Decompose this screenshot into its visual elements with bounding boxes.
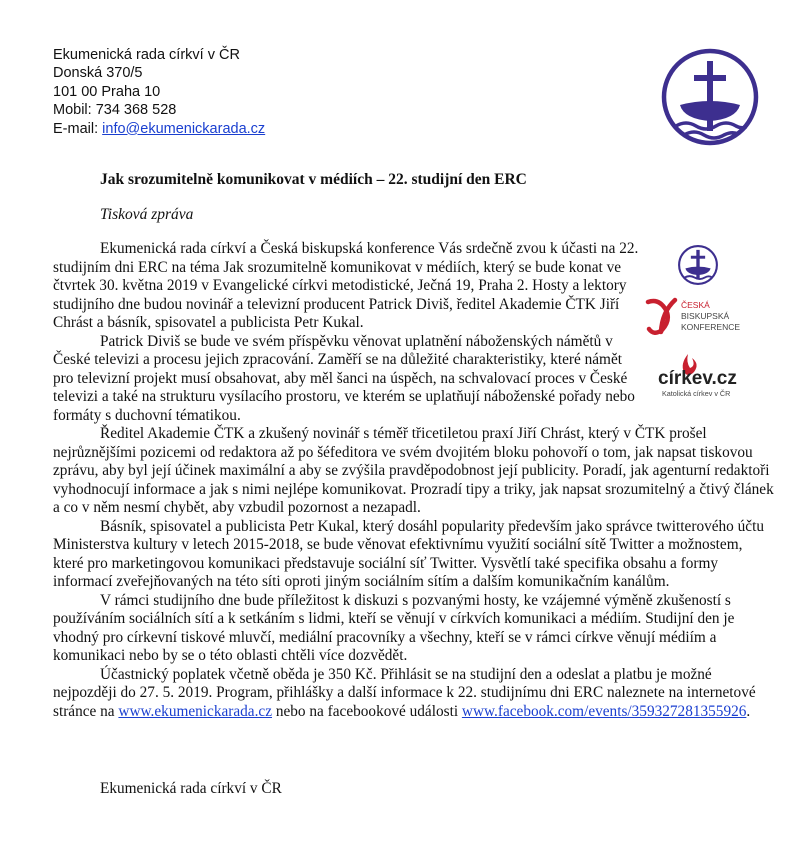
paragraph-1: Ekumenická rada církví a Česká biskupská konference Vás srdečně zvou k účasti na 22. studijním dni ERC na téma Jak srozumitelně komunikovat v médiích, který se bude konat ve čtvrtek 30. května 2019 v Evangelické církvi metodistické, Ječná 19, Praha 2. Hosty a lektory studijního dne budou novinář a televizní producent Patrick Diviš, ředitel Akademie ČTK Jiří Chrást a básník, spisovatel a publicista Petr Kukal. — [53, 240, 639, 331]
paragraph-3: Ředitel Akademie ČTK a zkušený novinář s téměř třicetiletou praxí Jiří Chrást, který v ČTK prošel nejrůznějšími pozicemi od redaktora až po šéfeditora ve svém dvojitém bloku pohovoří o tom, jak napsat tiskovou zprávu, aby byl její účinek maximální a aby se zvýšila pravděpodobnost její publicity. Poradí, jak agenturní redaktoři vyhodnocují informace a jak s nimi nejlépe komunikovat. Prozradí tipy a triky, jak napsat srozumitelný a čtivý článek a co v něm nesmí chybět, aby vzbudil pozornost a nezapadl. — [53, 425, 774, 516]
document-title: Jak srozumitelně komunikovat v médiích – 22. studijní den ERC — [100, 171, 527, 188]
email-label: E-mail: — [53, 120, 103, 137]
sender-email-row — [53, 120, 265, 138]
email-link[interactable]: info@ekumenickarada.cz — [102, 120, 266, 137]
cirkev-subtitle: Katolická církev v ČR — [662, 389, 731, 398]
cbk-emblem-icon — [648, 300, 675, 333]
paragraph-6-text-a: Účastnický poplatek včetně oběda je 350 Kč. Přihlásit se na studijní den a odeslat a platbu je možné nejpozději do 27. 5. 2019. Program, přihlášky a další informace k 22. studijnímu dni ERC naleznete na internetové stránce na — [53, 665, 756, 720]
facebook-event-link[interactable]: www.facebook.com/events/359327281355926 — [461, 702, 747, 720]
sender-city: 101 00 Praha 10 — [53, 83, 161, 100]
paragraph-6 — [53, 666, 775, 722]
paragraph-6-text-b: nebo na facebookové události — [272, 702, 462, 720]
erc-small-logo-icon — [677, 244, 719, 286]
cirkev-cz-logo — [650, 352, 770, 402]
cirkev-name: církev.cz — [658, 368, 737, 389]
paragraph-5: V rámci studijního dne bude příležitost k diskuzi s pozvanými hosty, ke vzájemné výměně zkušeností s používáním sociálních sítí a k setkáním s lidmi, kteří se věnují v církvích komunikaci a médiím. Studijní den je vhodný pro církevní tiskové mluvčí, mediální pracovníky a všechny, kteří se v rámci církve věnují médiím a komunikaci nebo by se o této oblasti chtěli více dozvědět. — [53, 591, 735, 664]
sender-org: Ekumenická rada církví v ČR — [53, 47, 240, 63]
paragraph-4: Básník, spisovatel a publicista Petr Kukal, který dosáhl popularity především jako správce twitterového účtu Ministerstva kultury v letech 2015-2018, se bude věnovat efektivnímu využití sociální sítě Twitter a možnostem, které pro marketingovou komunikaci představuje sociální síť Twitter. Vysvětlí také specifika obsahu a formy informací zveřejňovaných na této síti oproti jiným sociálním sítím a dalším komunikačním kanálům. — [53, 517, 764, 590]
paragraph-2: Patrick Diviš se bude ve svém příspěvku věnovat uplatnění náboženských námětů v České televizi a procesu jejich zpracování. Zaměří se na důležité charakteristiky, které námět pro televizní projekt musí obsahovat, aby měl šanci na úspěch, na schvalovací proces v České televizi a také na strukturu vysílacího prostoru, ve kterém se uplatňují náboženské pořady nebo formáty s duchovní tématikou. — [53, 332, 635, 424]
paragraph-6-text-c: . — [746, 702, 751, 720]
cbk-line-2: BISKUPSKÁ — [681, 311, 730, 321]
sender-address-block — [53, 46, 265, 138]
cbk-logo — [645, 296, 760, 336]
cbk-line-1: ČESKÁ — [681, 300, 710, 310]
sender-mobile: Mobil: 734 368 528 — [53, 102, 177, 119]
erc-logo-icon — [660, 47, 760, 147]
website-link[interactable]: www.ekumenickarada.cz — [118, 702, 273, 720]
cbk-line-3: KONFERENCE — [681, 322, 741, 332]
document-subtitle: Tisková zpráva — [100, 206, 194, 223]
signature: Ekumenická rada církví v ČR — [100, 780, 282, 797]
sender-street: Donská 370/5 — [53, 65, 143, 82]
